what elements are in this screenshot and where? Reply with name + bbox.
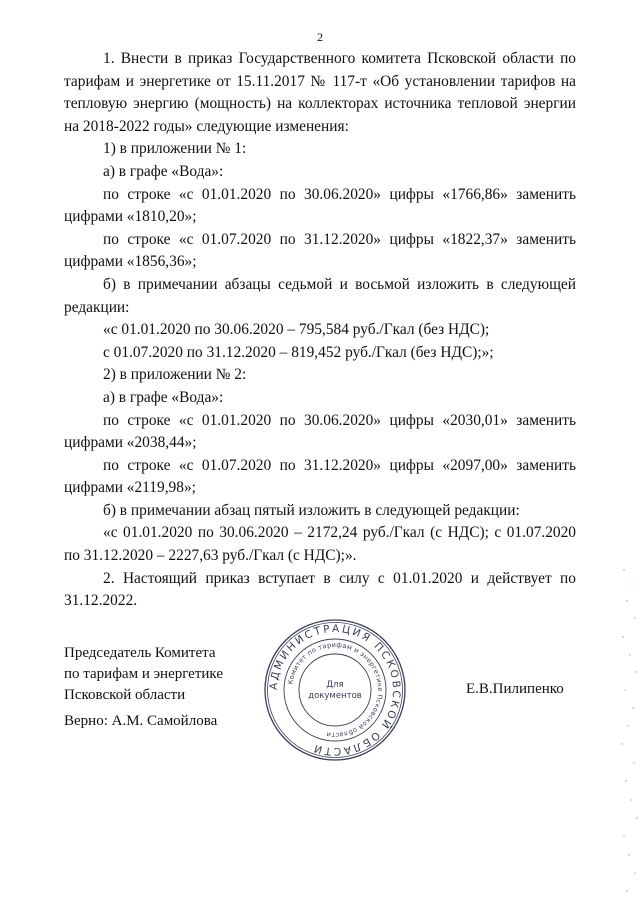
document-body — [64, 48, 576, 613]
signatory-name: Е.В.Пилипенко — [466, 681, 564, 697]
paragraph: 2. Настоящий приказ вступает в силу с 01.01.2020 и действует по 31.12.2022. — [64, 569, 576, 610]
paragraph: а) в графе «Вода»: — [103, 162, 224, 180]
paragraph: по строке «с 01.07.2020 по 31.12.2020» цифры «2097,00» заменить цифрами «2119,98»; — [64, 456, 576, 497]
paragraph: б) в примечании абзацы седьмой и восьмой изложить в следующей редакции: — [64, 275, 576, 316]
certified-copy-line: Верно: А.М. Самойлова — [64, 713, 218, 729]
paragraph: 2) в приложении № 2: — [103, 366, 247, 384]
paragraph: по строке «с 01.01.2020 по 30.06.2020» цифры «2030,01» заменить цифрами «2038,44»; — [64, 411, 576, 452]
paragraph: по строке «с 01.07.2020 по 31.12.2020» цифры «1822,37» заменить цифрами «1856,36»; — [64, 230, 576, 271]
stamp-center-line: Для — [326, 680, 344, 690]
signatory-position — [64, 643, 223, 706]
stamp-center-line: документов — [308, 691, 362, 701]
paragraph: с 01.07.2020 по 31.12.2020 – 819,452 руб./Гкал (без НДС);»; — [103, 343, 494, 361]
position-line: по тарифам и энергетике — [64, 666, 223, 682]
page-number: 2 — [317, 30, 323, 44]
paragraph: 1) в приложении № 1: — [103, 140, 247, 158]
stamp-inner-text: Комитет по тарифам и энергетике Псковской области — [286, 640, 385, 740]
paragraph: «с 01.01.2020 по 30.06.2020 – 2172,24 руб./Гкал (с НДС); с 01.07.2020 по 31.12.2020 – 2227,63 руб./Гкал (с НДС);». — [64, 524, 576, 565]
paragraph: «с 01.01.2020 по 30.06.2020 – 795,584 руб./Гкал (без НДС); — [103, 321, 490, 339]
paragraph: по строке «с 01.01.2020 по 30.06.2020» цифры «1766,86» заменить цифрами «1810,20»; — [64, 185, 576, 226]
paragraph: б) в примечании абзац пятый изложить в следующей редакции: — [103, 501, 520, 519]
stamp-outer-text: АДМИНИСТРАЦИЯ ПСКОВСКОЙ ОБЛАСТИ — [267, 622, 403, 758]
stamp-graphic — [262, 617, 408, 763]
official-stamp — [262, 617, 408, 763]
position-line: Председатель Комитета — [64, 645, 216, 661]
paragraph: 1. Внести в приказ Государственного комитета Псковской области по тарифам и энергетике от 15.11.2017 № 117-т «Об установлении тарифов на тепловую энергию (мощность) на коллекторах источника тепловой энергии на 2018-2022 годы» следующие изменения: — [64, 50, 576, 135]
position-line: Псковской области — [64, 687, 186, 703]
scan-edge-noise — [618, 560, 640, 905]
paragraph: а) в графе «Вода»: — [103, 388, 224, 406]
